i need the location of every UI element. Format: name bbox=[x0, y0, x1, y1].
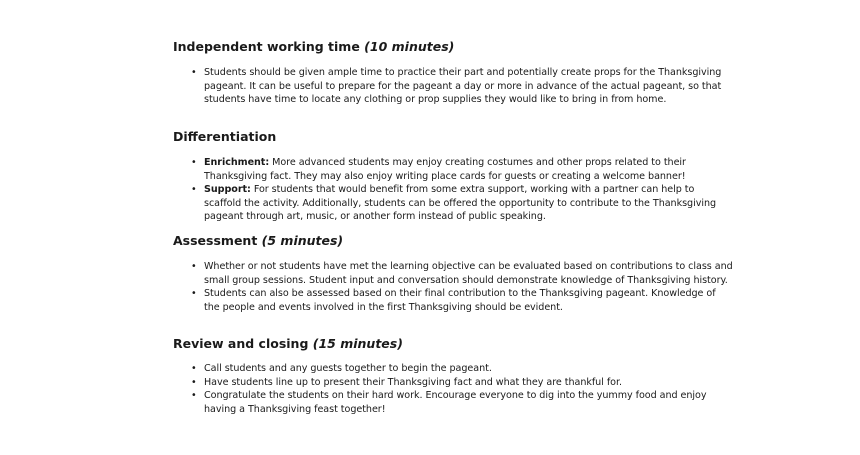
list-item-text: Students can also be assessed based on their final contribution to the Thanksgiving pageant. Knowledge of the people and events involved in the first Thanksgiving should be evident. bbox=[204, 288, 716, 313]
list-item bbox=[173, 362, 733, 376]
section-duration: (10 minutes) bbox=[364, 39, 455, 54]
list-item-lead: Enrichment: bbox=[204, 157, 270, 168]
bullet-list bbox=[173, 66, 733, 107]
list-item-text: Students should be given ample time to practice their part and potentially create props for the Thanksgiving pageant. It can be useful to prepare for the pageant a day or more in advance of the actual pageant, so that students have time to locate any clothing or prop supplies they would like to bring in from home. bbox=[204, 67, 722, 106]
list-item bbox=[173, 66, 733, 107]
list-item-text: More advanced students may enjoy creating costumes and other props related to their Thanksgiving fact. They may also enjoy writing place cards for guests or creating a welcome banner! bbox=[204, 157, 686, 182]
list-item-lead: Support: bbox=[204, 184, 251, 196]
section-heading bbox=[173, 39, 733, 55]
list-item-text: Whether or not students have met the learning objective can be evaluated based on contributions to class and small group sessions. Student input and conversation should demonstrate knowledge of Thanksgiving history. bbox=[204, 261, 733, 286]
bullet-icon: • bbox=[191, 288, 197, 300]
list-item bbox=[173, 389, 733, 416]
bullet-icon: • bbox=[191, 261, 197, 272]
bullet-icon: • bbox=[191, 363, 197, 374]
list-item bbox=[173, 156, 733, 183]
bullet-icon: • bbox=[191, 390, 197, 402]
section-differentiation bbox=[173, 129, 733, 224]
section-heading bbox=[173, 233, 733, 249]
section-title: Assessment bbox=[173, 233, 258, 248]
bullet-icon: • bbox=[191, 184, 197, 196]
section-duration: (15 minutes) bbox=[312, 336, 403, 351]
section-independent-working-time bbox=[173, 39, 733, 107]
section-assessment bbox=[173, 233, 733, 314]
list-item-text: Have students line up to present their Thanksgiving fact and what they are thankful for. bbox=[204, 376, 622, 388]
list-item-text: For students that would benefit from some extra support, working with a partner can help to scaffold the activity. Additionally, students can be offered the opportunity to contribute to the Thanksgiving pageant through art, music, or another form instead of public speaking. bbox=[204, 184, 717, 223]
list-item-text: Congratulate the students on their hard work. Encourage everyone to dig into the yummy food and enjoy having a Thanksgiving feast together! bbox=[204, 390, 707, 415]
section-title: Differentiation bbox=[173, 129, 277, 144]
bullet-list bbox=[173, 362, 733, 416]
bullet-list bbox=[173, 156, 733, 224]
section-duration: (5 minutes) bbox=[261, 233, 344, 248]
section-heading bbox=[173, 336, 733, 352]
list-item bbox=[173, 376, 733, 390]
bullet-icon: • bbox=[191, 376, 197, 388]
list-item bbox=[173, 260, 733, 287]
list-item bbox=[173, 183, 733, 224]
bullet-list bbox=[173, 260, 733, 314]
list-item-text: Call students and any guests together to begin the pageant. bbox=[204, 363, 492, 374]
bullet-icon: • bbox=[191, 67, 197, 78]
section-heading bbox=[173, 129, 733, 145]
bullet-icon: • bbox=[191, 157, 197, 168]
list-item bbox=[173, 287, 733, 314]
section-title: Independent working time bbox=[173, 39, 360, 54]
section-title: Review and closing bbox=[173, 336, 309, 351]
section-review-and-closing bbox=[173, 336, 733, 416]
